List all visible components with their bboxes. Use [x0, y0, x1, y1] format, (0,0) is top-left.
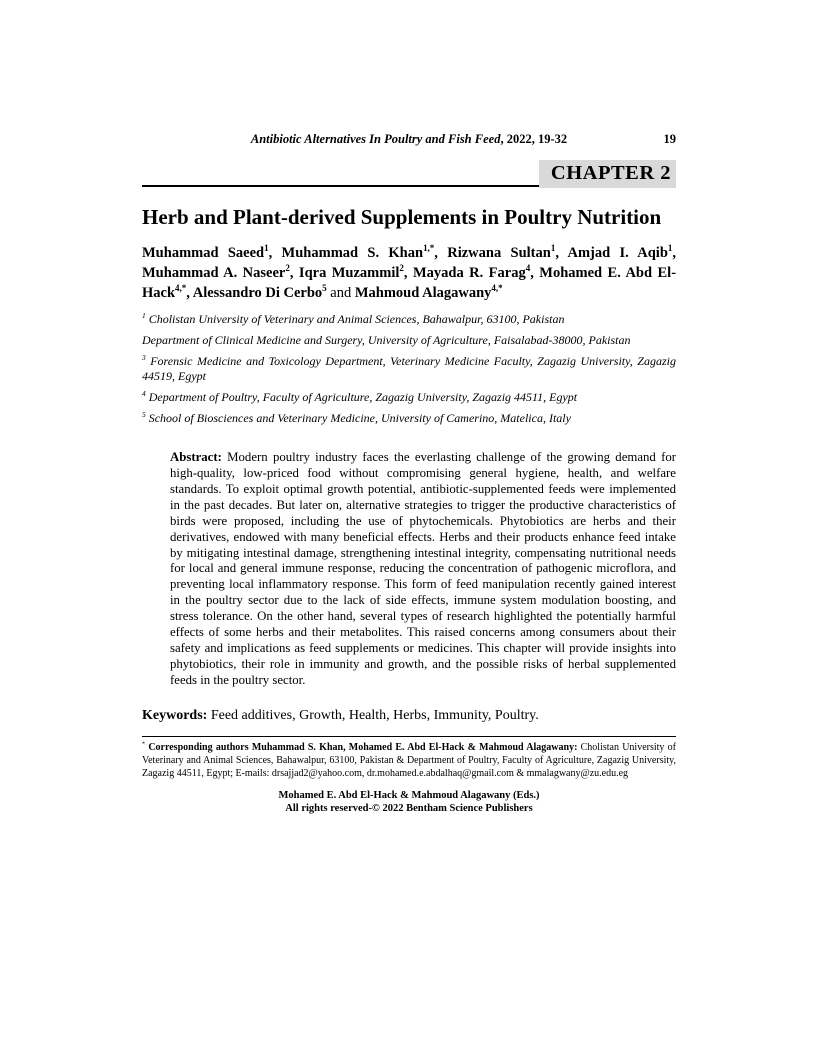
author-name: Alessandro Di Cerbo$^5$ — [192, 282, 327, 301]
affiliation: $^3$ Forensic Medicine and Toxicology Department, Veterinary Medicine Faculty, Zagazig University, Zagazig 44519, Egypt — [142, 353, 676, 384]
abstract — [170, 450, 676, 689]
footnote-text: Cholistan University of Veterinary and Animal Sciences, Bahawalpur, 63100, Pakistan & Department of Poultry, Faculty of Agriculture, Zagazig University, Zagazig 44511, Egypt; E-mails: drsajjad2@yahoo.com, dr.mohamed.e.abdalhaq@gmail.com & mmalagwany@zu.edu.eg — [142, 741, 676, 779]
affiliation: Department of Clinical Medicine and Surgery, University of Agriculture, Faisalabad-38000, Pakistan — [142, 333, 631, 348]
author-connector: and — [330, 284, 352, 301]
abstract-text: Modern poultry industry faces the everlasting challenge of the growing demand for high-quality, low-priced food without compromising general hygiene, health, and welfare standards. To exploit optimal growth potential, antibiotic-supplemented feeds were implemented in the past decades. But later on, alternative strategies to trigger the productive characteristics of birds were proposed, including the use of phytochemicals. Phytobiotics are herbs and their derivatives, endowed with many beneficial effects. Herbs and their products enhance feed intake by mitigating intestinal damage, strengthening intestinal integrity, compensating nutritional needs for local and general immune response, reducing the concentration of pathogenic microflora, and preventing local inflammatory response. This form of feed manipulation recently gained interest in the poultry sector due to the lack of side effects, immune system modulation boosting, and stress tolerance. On the other hand, several types of research highlighted the potentially harmful effects of some herbs and their metabolites. This raised concerns among consumers about their safety and implications as feed supplements or medicines. This chapter will provide insights into phytobiotics, their role in immunity and growth, and the possible risks of herbal supplemented feeds in the poultry sector. — [170, 450, 676, 687]
keywords-text: Feed additives, Growth, Health, Herbs, Immunity, Poultry. — [207, 707, 539, 723]
page-content — [142, 0, 676, 816]
author-name: Muhammad A. Naseer$^2$, — [142, 263, 299, 281]
author-name: Amjad I. Aqib$^1$, — [567, 243, 677, 262]
affiliation: $^5$ School of Biosciences and Veterinary Medicine, University of Camerino, Matelica, Italy — [142, 410, 571, 426]
authors — [142, 244, 676, 303]
keywords — [142, 708, 676, 724]
imprint-copyright: All rights reserved-© 2022 Bentham Science Publishers — [285, 803, 533, 815]
author-name: Iqra Muzammil$^2$, — [298, 263, 413, 281]
author-name: Mayada R. Farag$^4$, — [412, 263, 540, 281]
chapter-badge: CHAPTER 2 — [539, 160, 676, 188]
imprint — [142, 789, 676, 816]
chapter-rule — [142, 157, 676, 187]
author-name: Rizwana Sultan$^1$, — [447, 243, 568, 262]
page-number: 19 — [663, 132, 676, 146]
author-name: Muhammad S. Khan$^{1,*}$, — [281, 243, 448, 262]
abstract-label: Abstract: — [170, 450, 222, 465]
running-title: Antibiotic Alternatives In Poultry and Fish Feed — [250, 132, 501, 146]
author-name: Mahmoud Alagawany$^{4,*}$ — [354, 282, 503, 301]
affiliations — [142, 312, 676, 426]
author-name: Muhammad Saeed$^1$, — [142, 243, 282, 262]
running-title-issue: , 2022, 19-32 — [500, 132, 568, 146]
footnote-bold: Corresponding authors Muhammad S. Khan, Mohamed E. Abd El-Hack & Mahmoud Alagawany: — [145, 741, 578, 753]
imprint-editors: Mohamed E. Abd El-Hack & Mahmoud Alagawany (Eds.) — [278, 789, 540, 801]
keywords-label: Keywords: — [142, 707, 208, 723]
author-name: Mohamed E. Abd El-Hack$^{4,*}$, — [142, 264, 677, 301]
chapter-title: Herb and Plant-derived Supplements in Poultry Nutrition — [142, 205, 662, 229]
affiliation: $^1$ Cholistan University of Veterinary and Animal Sciences, Bahawalpur, 63100, Pakistan — [142, 311, 565, 327]
corresponding-author-footnote — [142, 736, 676, 780]
running-header — [142, 132, 676, 147]
footnote-marker: * — [142, 740, 146, 748]
affiliation: $^4$ Department of Poultry, Faculty of Agriculture, Zagazig University, Zagazig 44511, Egypt — [142, 389, 578, 405]
